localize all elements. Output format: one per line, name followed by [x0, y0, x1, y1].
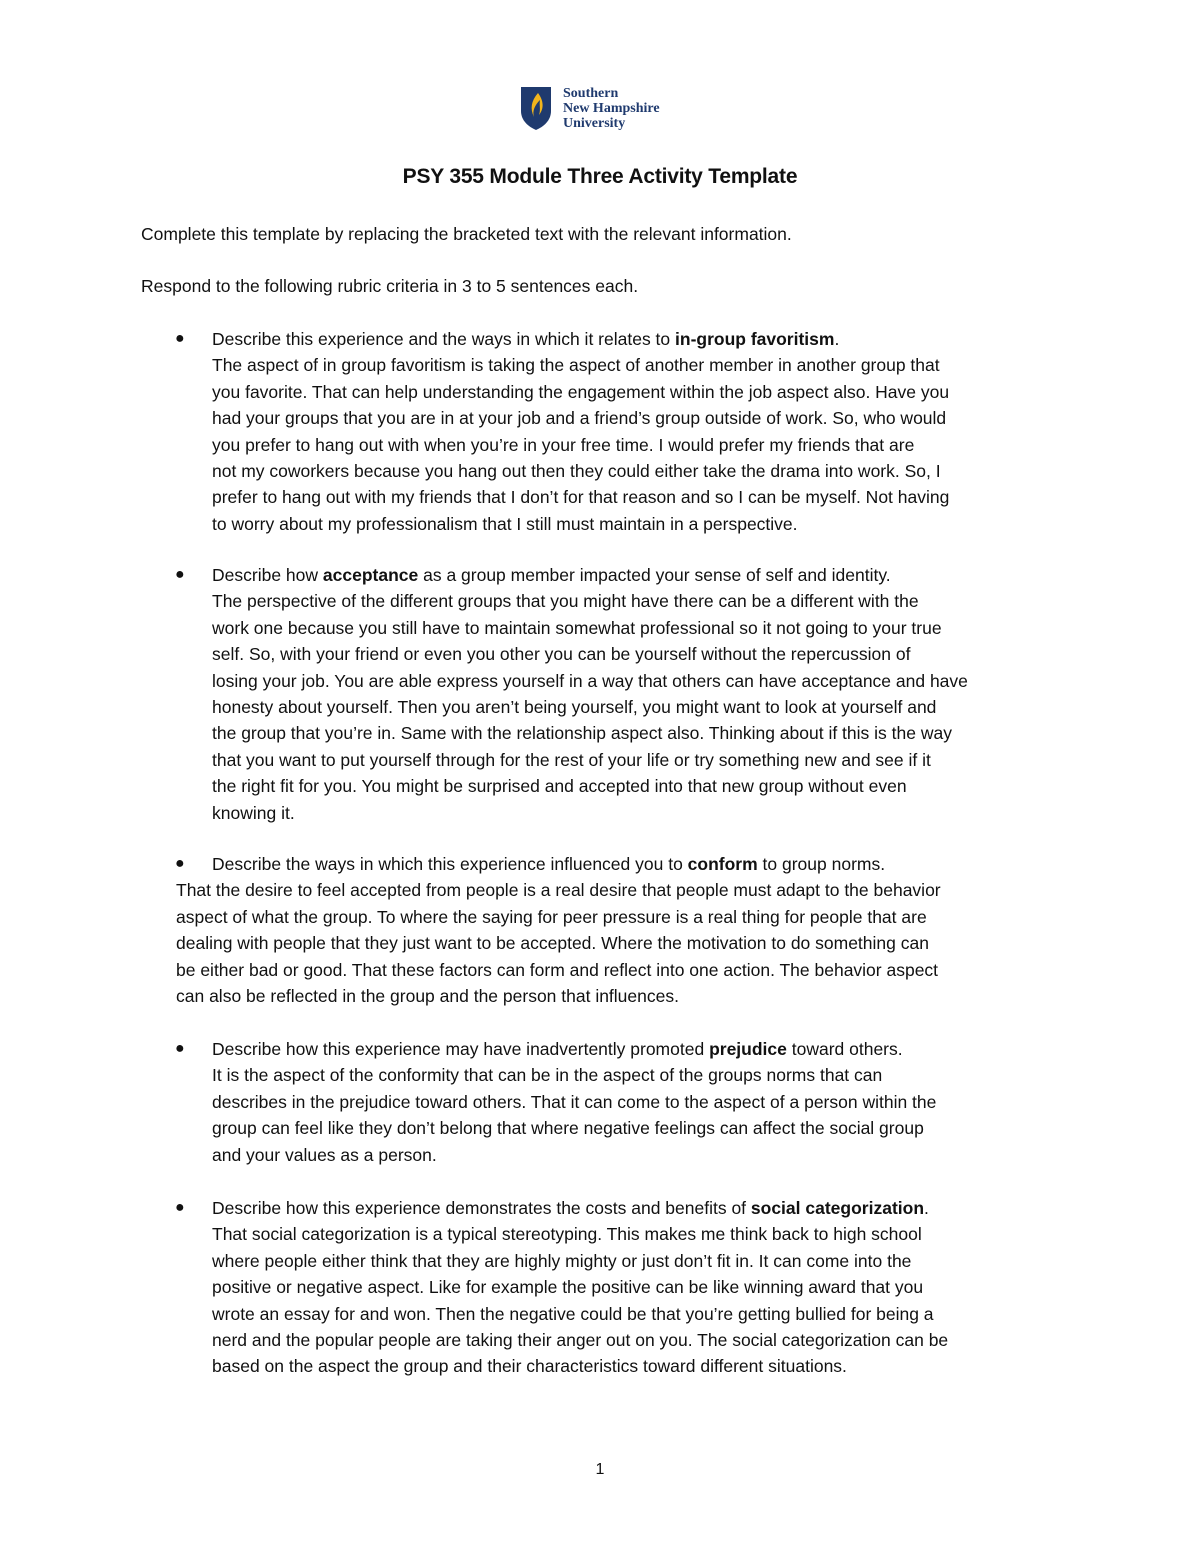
section-prompt [141, 562, 1071, 588]
prompt-keyword: social categorization [750, 1198, 925, 1218]
prompt-text-end: to group norms. [757, 854, 886, 874]
prompt-text: Describe how this experience demonstrates the costs and benefits of [212, 1198, 751, 1218]
prompt-text-end: . [924, 1198, 929, 1218]
prompt-text: Describe the ways in which this experience influenced you to [212, 854, 688, 874]
logo-line-1: Southern [563, 85, 619, 101]
snhu-logo [519, 84, 660, 132]
prompt-text: Describe how this experience may have inadvertently promoted [212, 1039, 710, 1059]
bullet-icon: ● [175, 566, 185, 583]
intro-instructions: Complete this template by replacing the bracketed text with the relevant information. [141, 224, 792, 244]
shield-flame-icon [519, 85, 553, 131]
prompt-keyword: in-group favoritism [675, 329, 835, 349]
section-prompt [141, 851, 1071, 877]
bullet-icon: ● [175, 1040, 185, 1057]
section-answer: The aspect of in group favoritism is taking the aspect of another member in another group that you favorite. That can help understanding the engagement within the job aspect also. Have you had your groups that you are in at your job and a friend’s group outside of work. So, who would you prefer to hang out with when you’re in your free time. I would prefer my friends that are not my coworkers because you hang out then they could either take the drama into work. So, I prefer to hang out with my friends that I don’t for that reason and so I can be myself. Not having to worry about my professionalism that I still must maintain in a perspective. [212, 355, 950, 534]
section-answer: That the desire to feel accepted from people is a real desire that people must adapt to the behavior aspect of what the group. To where the saying for peer pressure is a real thing for people that are dealing with people that they just want to be accepted. Where the motivation to do something can be either bad or good. That these factors can form and reflect into one action. The behavior aspect can also be reflected in the group and the person that influences. [176, 880, 941, 1007]
prompt-text: Describe this experience and the ways in which it relates to [212, 329, 676, 349]
section-prompt [141, 1195, 1071, 1221]
section-prompt [141, 1036, 1071, 1062]
page-number: 1 [595, 1461, 605, 1478]
prompt-keyword: acceptance [322, 565, 419, 585]
section-acceptance [141, 562, 1071, 826]
document-title: PSY 355 Module Three Activity Template [402, 165, 798, 188]
prompt-keyword: conform [687, 854, 758, 874]
section-answer: The perspective of the different groups that you might have there can be a different with the work one because you still have to maintain somewhat professional so it not going to your true self. So, with your friend or even you other you can be yourself without the repercussion of losing your job. You are able express yourself in a way that others can have acceptance and have honesty about yourself. Then you aren’t being yourself, you might want to look at yourself and the group that you’re in. Same with the relationship aspect also. Thinking about if this is the way that you want to put yourself through for the rest of your life or try something new and see if it the right fit for you. You might be surprised and accepted into that new group without even knowing it. [212, 591, 968, 823]
bullet-icon: ● [175, 1199, 185, 1216]
prompt-text-end: as a group member impacted your sense of self and identity. [418, 565, 891, 585]
section-conform [141, 851, 1071, 1009]
prompt-keyword: prejudice [709, 1039, 787, 1059]
bullet-icon: ● [175, 330, 185, 347]
intro-rubric-note: Respond to the following rubric criteria in 3 to 5 sentences each. [141, 276, 639, 296]
logo-line-3: University [563, 115, 626, 131]
prompt-text-end: . [834, 329, 840, 349]
prompt-text-end: toward others. [786, 1039, 903, 1059]
section-in-group-favoritism [141, 326, 1071, 537]
prompt-text: Describe how [212, 565, 323, 585]
bullet-icon: ● [175, 855, 185, 872]
section-answer: That social categorization is a typical stereotyping. This makes me think back to high school where people either think that they are highly mighty or just don’t fit in. It can come into the positive or negative aspect. Like for example the positive can be like winning award that you wrote an essay for and won. Then the negative could be that you’re getting bullied for being a nerd and the popular people are taking their anger out on you. The social categorization can be based on the aspect the group and their characteristics toward different situations. [212, 1224, 949, 1377]
section-social-categorization [141, 1195, 1071, 1380]
logo-wordmark [563, 86, 660, 131]
section-prejudice [141, 1036, 1071, 1168]
logo-line-2: New Hampshire [563, 100, 660, 116]
section-prompt [141, 326, 1071, 352]
section-answer: It is the aspect of the conformity that can be in the aspect of the groups norms that can describes in the prejudice toward others. That it can come to the aspect of a person within the group can feel like they don’t belong that where negative feelings can affect the social group and your values as a person. [212, 1065, 937, 1165]
